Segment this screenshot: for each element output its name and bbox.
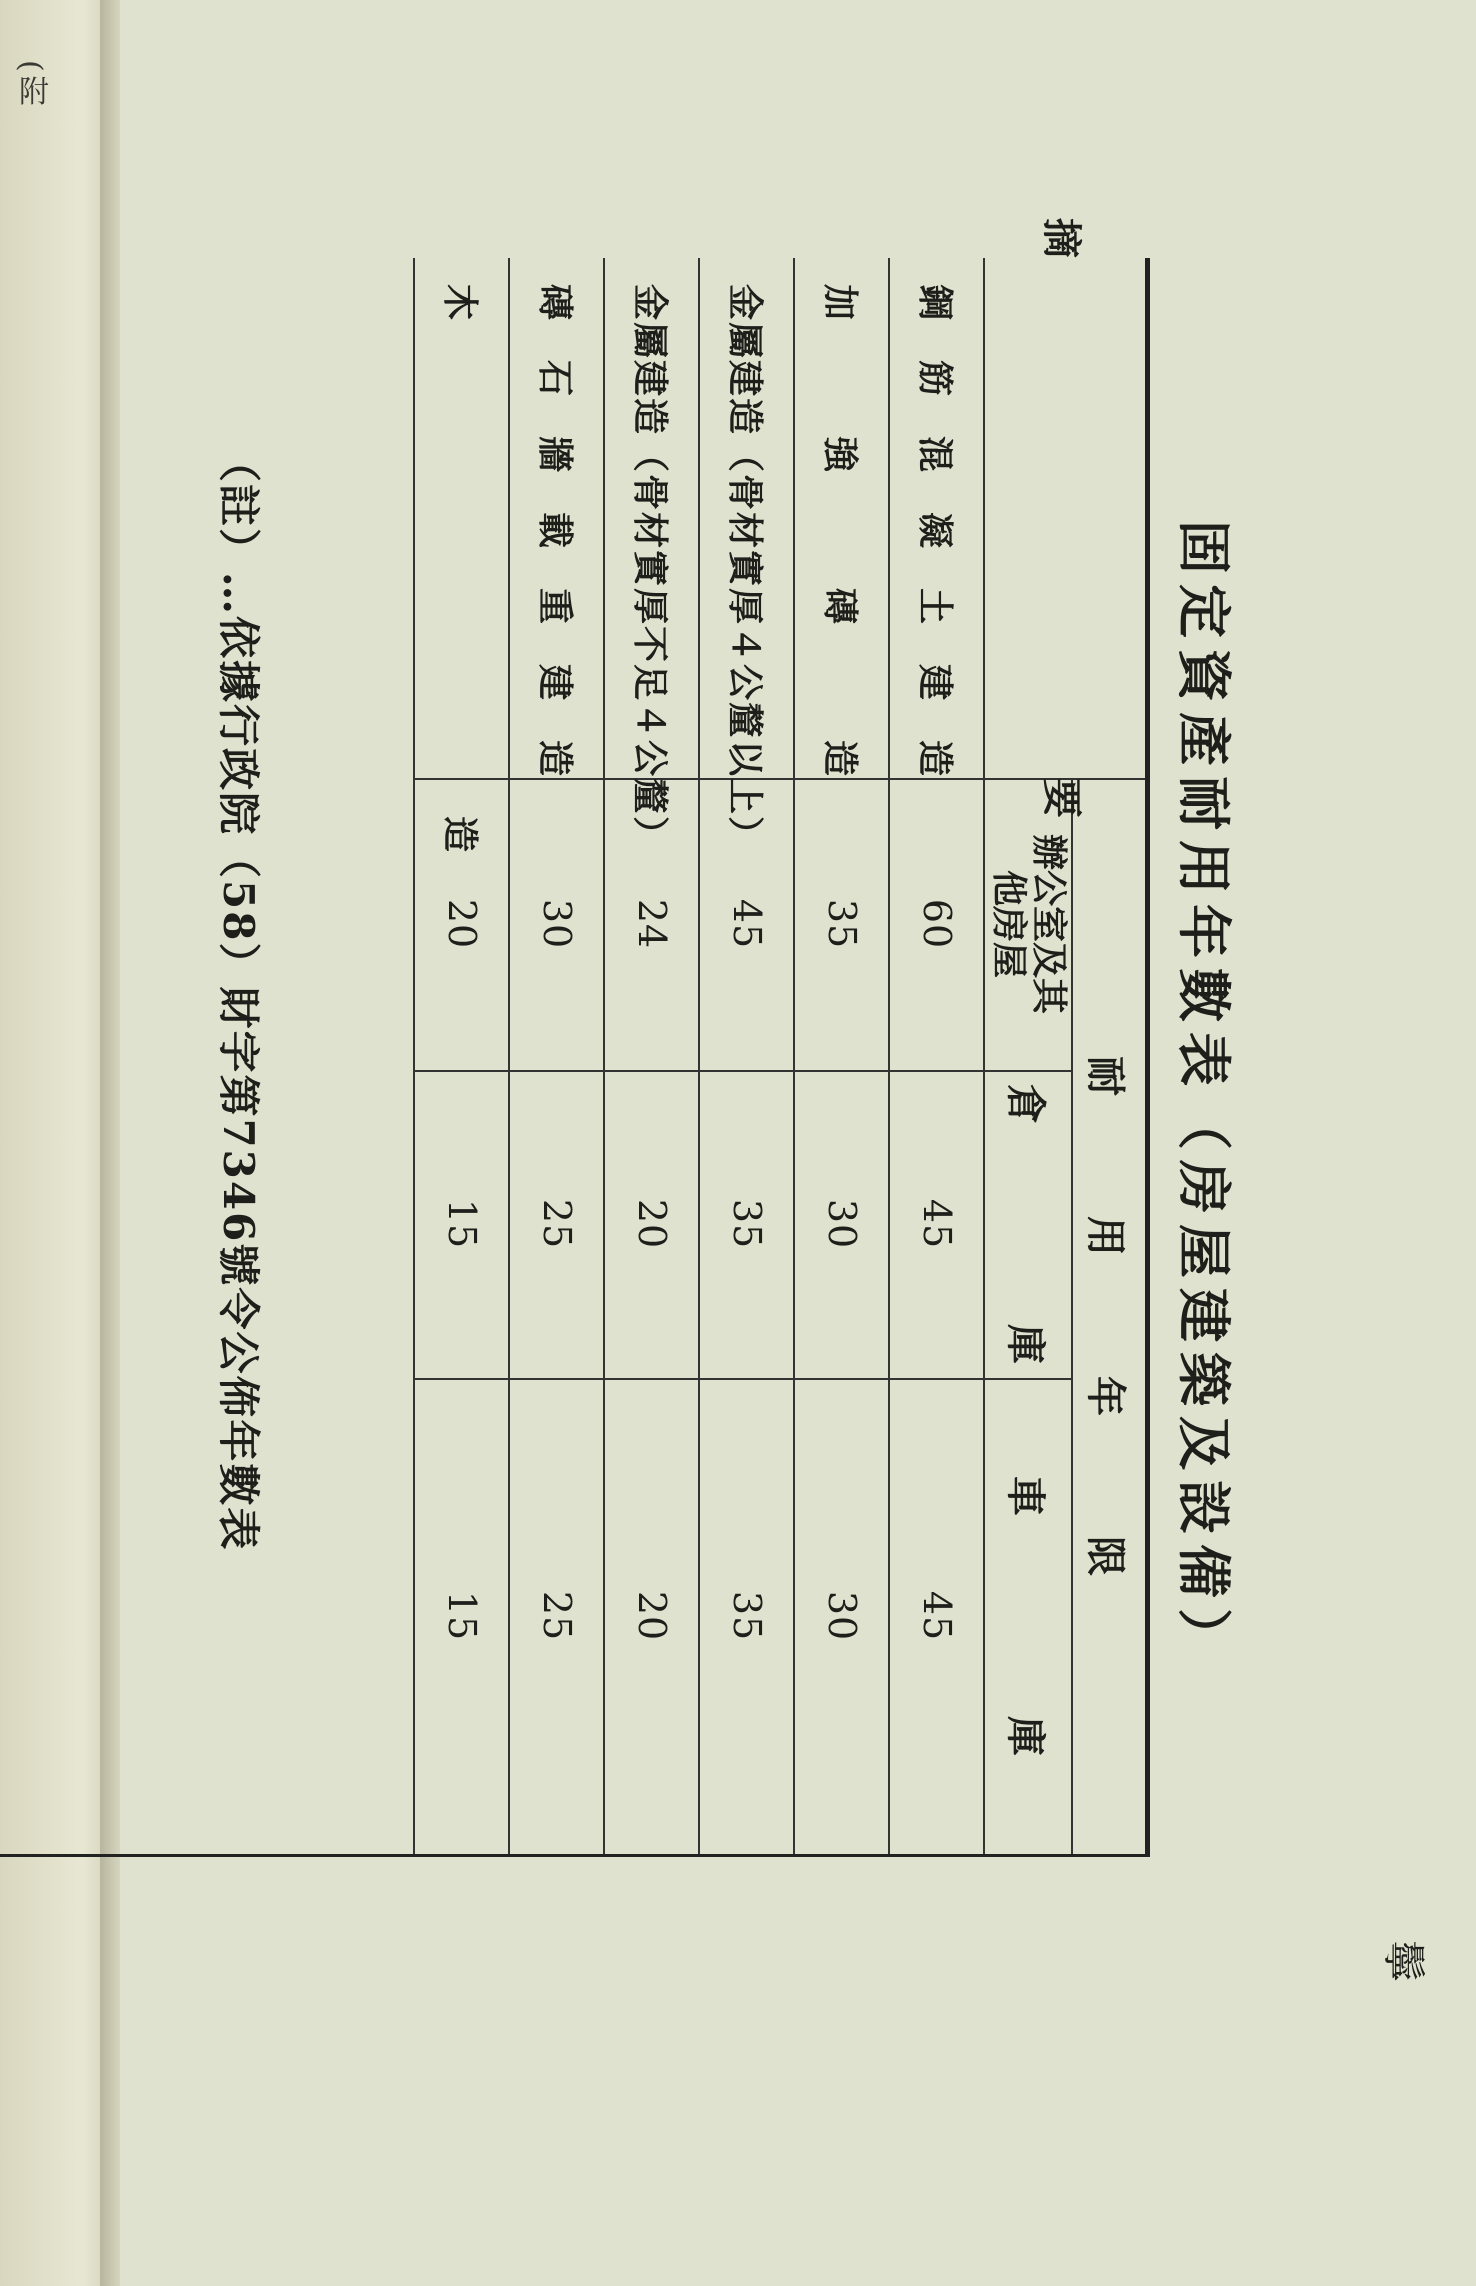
table-title: 固定資產耐用年數表（房屋建築及設備） xyxy=(1172,520,1236,1672)
page-number: 鬡 xyxy=(1379,1940,1428,1989)
row-value-garage: 35 xyxy=(725,1590,770,1642)
header-office: 辦公室及其他房屋 xyxy=(988,833,1070,1014)
row-label: 磚 石 牆 載 重 建 造 xyxy=(534,284,576,779)
row-value-office: 24 xyxy=(630,898,675,950)
row-label: 鋼 筋 混 凝 土 建 造 xyxy=(914,284,956,779)
row-value-warehouse: 20 xyxy=(630,1198,675,1250)
table-note: （註）…依據行政院（58）財字第7346號令公佈年數表 xyxy=(214,440,263,1552)
header-item: 摘 要 xyxy=(1038,218,1086,818)
row-value-warehouse: 35 xyxy=(725,1198,770,1250)
row-label: 金屬建造（骨材實厚不足４公釐） xyxy=(629,284,671,855)
row-value-garage: 30 xyxy=(820,1590,865,1642)
row-value-warehouse: 30 xyxy=(820,1198,865,1250)
row-value-office: 35 xyxy=(820,898,865,950)
header-garage: 車 庫 xyxy=(1002,1476,1050,1756)
row-value-warehouse: 45 xyxy=(915,1198,960,1250)
row-value-garage: 25 xyxy=(535,1590,580,1642)
row-label: 加 強 磚 造 xyxy=(819,284,861,779)
row-value-warehouse: 15 xyxy=(440,1198,485,1250)
row-value-warehouse: 25 xyxy=(535,1198,580,1250)
row-value-office: 45 xyxy=(725,898,770,950)
row-value-office: 20 xyxy=(440,898,485,950)
header-useful-life: 耐 用 年 限 xyxy=(1082,1056,1130,1576)
margin-text: (附 xyxy=(13,60,48,110)
row-value-office: 60 xyxy=(915,898,960,950)
row-value-garage: 20 xyxy=(630,1590,675,1642)
row-label: 木 造 xyxy=(439,284,481,855)
row-value-garage: 15 xyxy=(440,1590,485,1642)
header-warehouse: 倉 庫 xyxy=(1002,1084,1050,1364)
row-value-office: 30 xyxy=(535,898,580,950)
row-value-garage: 45 xyxy=(915,1590,960,1642)
document-page xyxy=(136,0,1476,2286)
useful-life-table xyxy=(0,218,1150,1857)
row-label: 金屬建造（骨材實厚４公釐以上） xyxy=(724,284,766,855)
